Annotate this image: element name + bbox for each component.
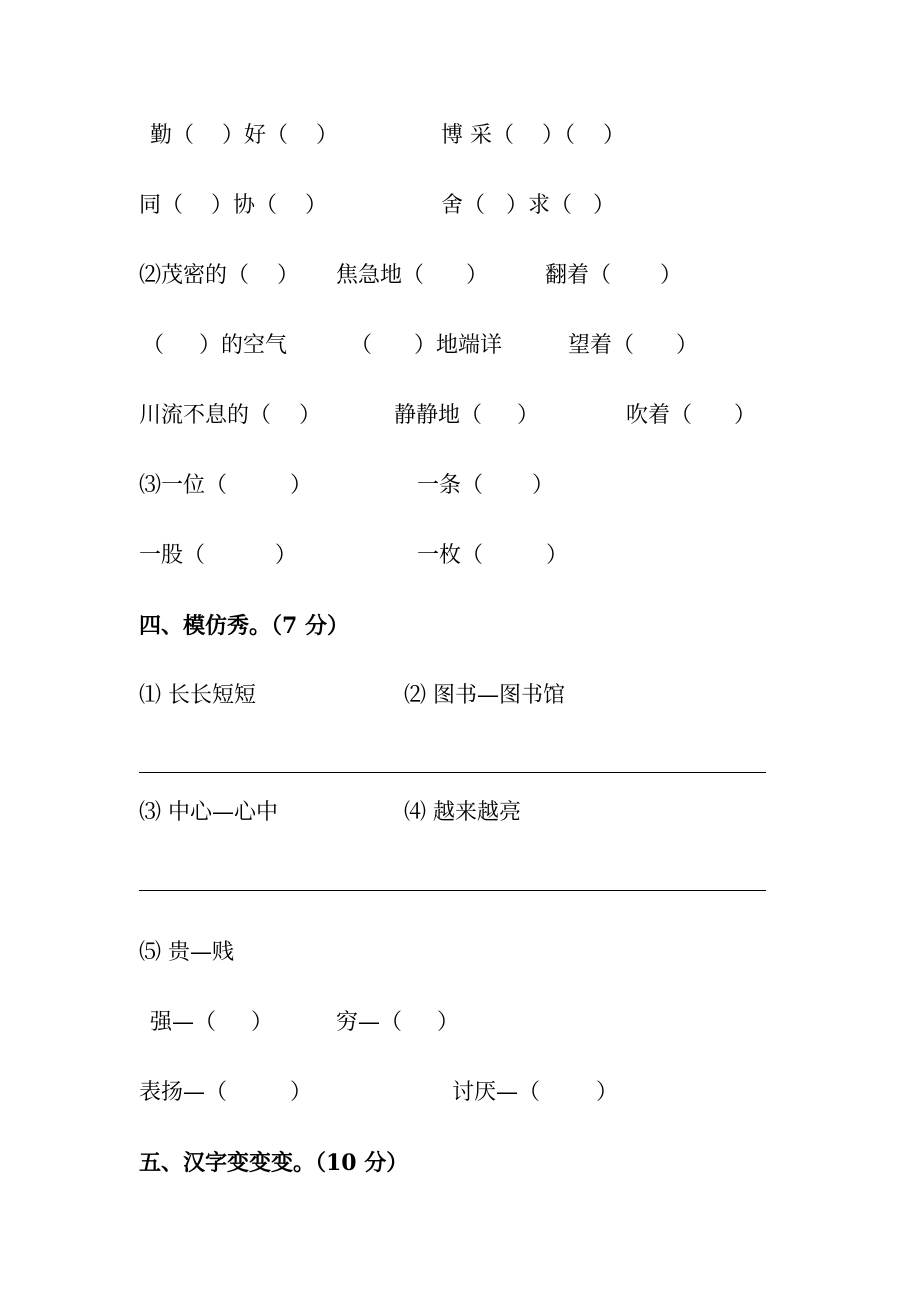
s3-row7-a: 一股（ ） — [139, 543, 297, 568]
s4-q4: ⑷ 越来越亮 — [404, 800, 521, 825]
s3-row5-a: 川流不息的（ ） — [139, 403, 321, 428]
section5-heading: 五、汉字变变变。（10 分） — [139, 1150, 409, 1176]
s3-row4-a: （ ）的空气 — [142, 333, 287, 358]
s4-row2-b: 讨厌—（ ） — [452, 1080, 618, 1105]
section4-heading: 四、模仿秀。（7 分） — [139, 613, 349, 639]
s3-row7-b: 一枚（ ） — [417, 543, 568, 568]
s3-row1-left: 勤（ ）好（ ） — [150, 123, 338, 148]
answer-line-2[interactable] — [139, 890, 766, 891]
s4-q3: ⑶ 中心—心中 — [139, 800, 278, 825]
s3-row5-c: 吹着（ ） — [626, 403, 756, 428]
s3-row6-b: 一条（ ） — [417, 473, 554, 498]
s4-q5: ⑸ 贵—贱 — [139, 940, 234, 965]
s3-row3-a: ⑵茂密的（ ） — [139, 263, 299, 288]
s3-row3-b: 焦急地（ ） — [336, 263, 488, 288]
s3-row2-right: 舍（ ）求（ ） — [441, 193, 615, 218]
s4-row1-b: 穷—（ ） — [336, 1010, 459, 1035]
s3-row4-c: 望着（ ） — [568, 333, 698, 358]
s3-row5-b: 静静地（ ） — [394, 403, 539, 428]
s3-row2-left: 同（ ）协（ ） — [139, 193, 327, 218]
answer-line-1[interactable] — [139, 772, 766, 773]
s4-row2-a: 表扬—（ ） — [139, 1080, 312, 1105]
s3-row1-right: 博 采（ ）（ ） — [441, 123, 625, 148]
s4-row1-a: 强—（ ） — [150, 1010, 273, 1035]
s4-q1: ⑴ 长长短短 — [139, 683, 256, 708]
s3-row6-a: ⑶一位（ ） — [139, 473, 312, 498]
s3-row4-b: （ ）地端详 — [350, 333, 502, 358]
s3-row3-c: 翻着（ ） — [545, 263, 682, 288]
s4-q2: ⑵ 图书—图书馆 — [404, 683, 565, 708]
